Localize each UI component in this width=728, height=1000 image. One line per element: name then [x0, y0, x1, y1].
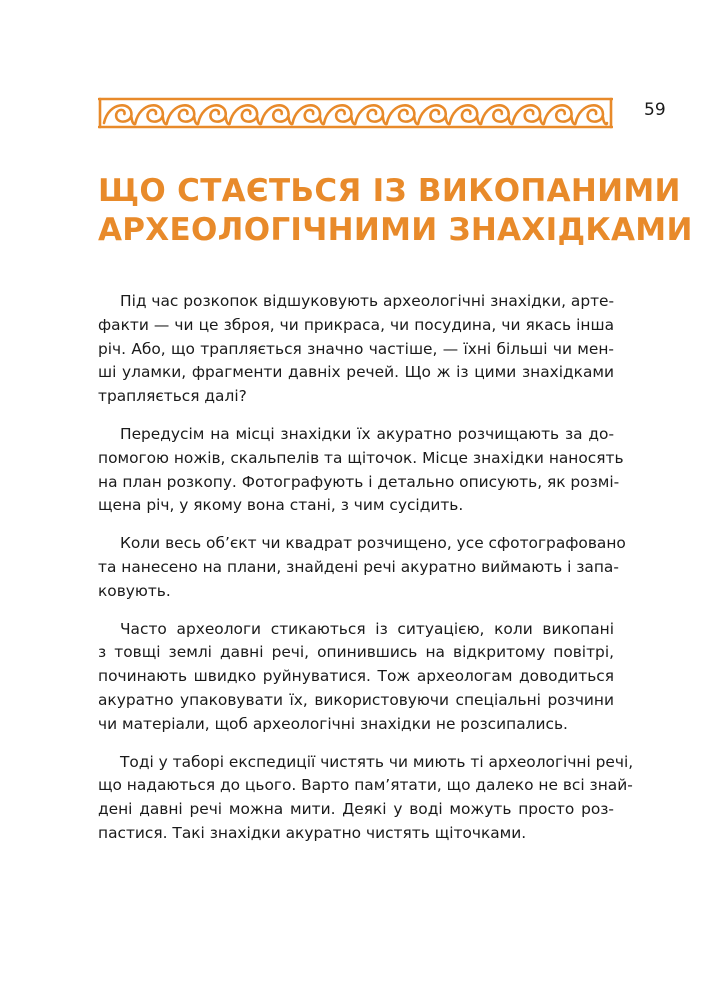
chapter-title	[98, 172, 693, 250]
paragraph	[98, 618, 614, 737]
text-line: щена річ, у якому вона стані, з чим сусідить.	[98, 496, 464, 515]
text-line: Часто археологи стикаються із ситуацією, коли викопані	[120, 619, 614, 638]
text-line: Під час розкопок відшуковують археологічні знахідки, арте-	[120, 292, 615, 310]
text-line: ші уламки, фрагменти давніх речей. Що ж із цими знахідками	[98, 363, 614, 382]
page-number: 59	[644, 100, 666, 120]
text-line: пастися. Такі знахідки акуратно чистять щіточками.	[98, 823, 527, 842]
text-line: Коли весь об’єкт чи квадрат розчищено, усе сфотографовано	[120, 534, 626, 553]
paragraph	[98, 423, 624, 518]
chapter-title-line: АРХЕОЛОГІЧНИМИ ЗНАХІДКАМИ	[98, 212, 693, 248]
text-line: на план розкопу. Фотографують і детально описують, як розмі-	[98, 472, 620, 491]
text-line: Передусім на місці знахідки їх акуратно розчищають за до-	[120, 424, 614, 443]
paragraph	[98, 532, 626, 603]
text-line: чи матеріали, щоб археологічні знахідки не розсипались.	[98, 714, 568, 733]
text-line: помогою ножів, скальпелів та щіточок. Місце знахідки наносять	[98, 448, 624, 467]
text-line: дені давні речі можна мити. Деякі у воді можуть просто роз-	[98, 800, 614, 819]
paragraph	[98, 751, 634, 846]
text-line: та нанесено на плани, знайдені речі акуратно виймають і запа-	[98, 557, 619, 576]
text-line: річ. Або, що трапляється значно частіше, — їхні більші чи мен-	[98, 339, 614, 358]
wave-ornament-border	[98, 96, 613, 130]
text-line: ковують.	[98, 581, 171, 600]
text-line: акуратно упаковувати їх, використовуючи спеціальні розчини	[98, 690, 614, 709]
text-line: починають швидко руйнуватися. Тож археологам доводиться	[98, 667, 614, 686]
body-text	[98, 290, 634, 860]
paragraph	[98, 290, 614, 409]
text-line: що надаються до цього. Варто пам’ятати, що далеко не всі знай-	[98, 776, 633, 795]
text-line: Тоді у таборі експедиції чистять чи миють ті археологічні речі,	[120, 752, 634, 771]
text-line: з товщі землі давні речі, опинившись на відкритому повітрі,	[98, 643, 614, 662]
text-line: факти — чи це зброя, чи прикраса, чи посудина, чи якась інша	[98, 315, 614, 334]
chapter-title-line: ЩО СТАЄТЬСЯ ІЗ ВИКОПАНИМИ	[98, 173, 681, 209]
text-line: трапляється далі?	[98, 387, 247, 406]
